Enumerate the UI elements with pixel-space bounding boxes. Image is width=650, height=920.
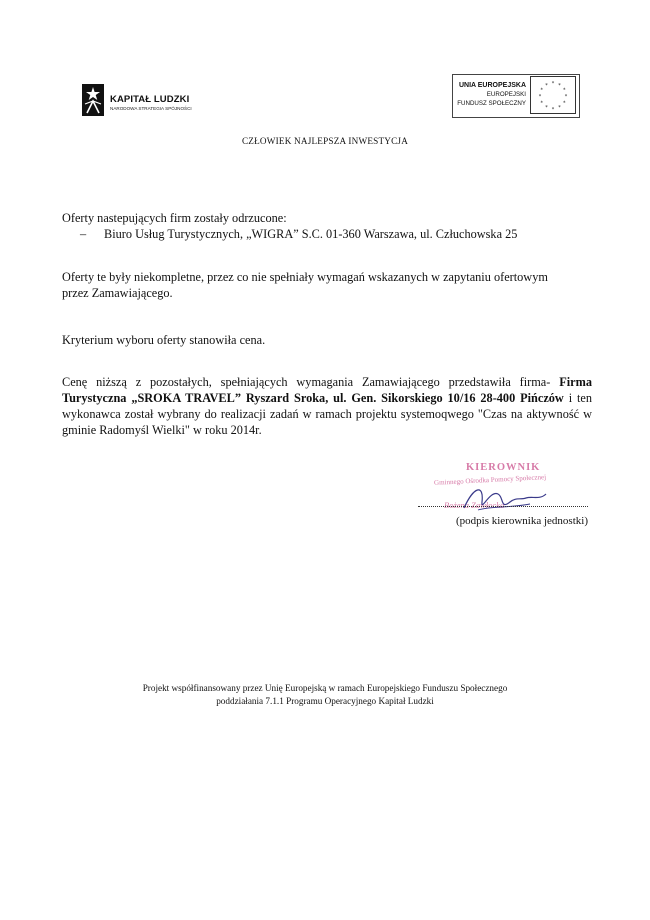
kapital-ludzki-title: KAPITAŁ LUDZKI <box>110 94 190 105</box>
svg-text:*: * <box>540 100 544 107</box>
winner-company: Firma Turystyczna „SROKA TRAVEL” Ryszard Sroka, ul. Gen. Sikorskiego 10/16 28-400 Pińczów <box>62 375 592 405</box>
footer <box>0 682 650 708</box>
eu-logo-line2: EUROPEJSKI <box>486 91 526 98</box>
selection-criterion: Kryterium wyboru oferty stanowiła cena. <box>62 333 266 347</box>
rejection-reason <box>62 269 548 301</box>
winner-pre: Cenę niższą z pozostałych, spełniających wymagania Zamawiającego przedstawiła firma- <box>62 375 560 389</box>
footer-line1: Projekt współfinansowany przez Unię Europejską w ramach Europejskiego Funduszu Społecznego <box>142 683 508 693</box>
rejection-reason-line1: Oferty te były niekompletne, przez co nie spełniały wymagań wskazanych w zapytaniu ofertowym <box>62 270 548 284</box>
eu-logo-text <box>457 81 526 108</box>
stamp-title: KIEROWNIK <box>466 462 541 473</box>
eu-logo-line1: UNIA EUROPEJSKA <box>458 82 526 89</box>
signature-line <box>418 506 588 507</box>
winner-post: i ten wykonawca został wybrany do realizacji zadań w ramach projektu systemoqwego "Czas na aktywność w gminie Radomyśl Wielki" w roku 2014r. <box>62 391 593 437</box>
stamp-organization: Gminnego Ośrodka Pomocy Społecznej <box>433 473 547 487</box>
eu-logo <box>452 74 580 118</box>
motto: CZŁOWIEK NAJLEPSZA INWESTYCJA <box>241 136 409 146</box>
kapital-ludzki-logo <box>82 84 212 118</box>
rejection-reason-line2: przez Zamawiającego. <box>62 286 173 300</box>
svg-text:*: * <box>558 82 561 89</box>
svg-text:*: * <box>538 94 542 100</box>
kapital-ludzki-star-figure-icon <box>82 84 104 116</box>
kapital-ludzki-subtitle: NARODOWA STRATEGIA SPÓJNOŚCI <box>110 106 192 111</box>
official-stamp <box>420 462 580 518</box>
rejected-list-item <box>80 226 517 242</box>
svg-text:*: * <box>564 94 568 100</box>
footer-line2: poddziałania 7.1.1 Programu Operacyjnego Kapitał Ludzki <box>216 696 434 706</box>
svg-text:*: * <box>545 105 548 112</box>
winner-paragraph <box>62 374 592 438</box>
signature-caption: (podpis kierownika jednostki) <box>456 515 588 527</box>
svg-text:*: * <box>551 107 555 113</box>
rejected-intro: Oferty nastepujących firm zostały odrzucone: <box>62 211 287 225</box>
stamp-name: Bożena Zawłocka <box>444 500 505 510</box>
eu-flag-icon <box>530 76 576 114</box>
svg-text:*: * <box>562 100 566 107</box>
svg-text:*: * <box>562 87 566 94</box>
svg-text:*: * <box>545 82 548 89</box>
eu-logo-line3: FUNDUSZ SPOŁECZNY <box>457 100 526 107</box>
list-dash: – <box>80 227 87 241</box>
svg-text:*: * <box>551 81 555 87</box>
svg-text:*: * <box>558 105 561 112</box>
rejected-company: Biuro Usług Turystycznych, „WIGRA” S.C. 01-360 Warszawa, ul. Człuchowska 25 <box>104 227 518 241</box>
svg-text:*: * <box>540 87 544 94</box>
